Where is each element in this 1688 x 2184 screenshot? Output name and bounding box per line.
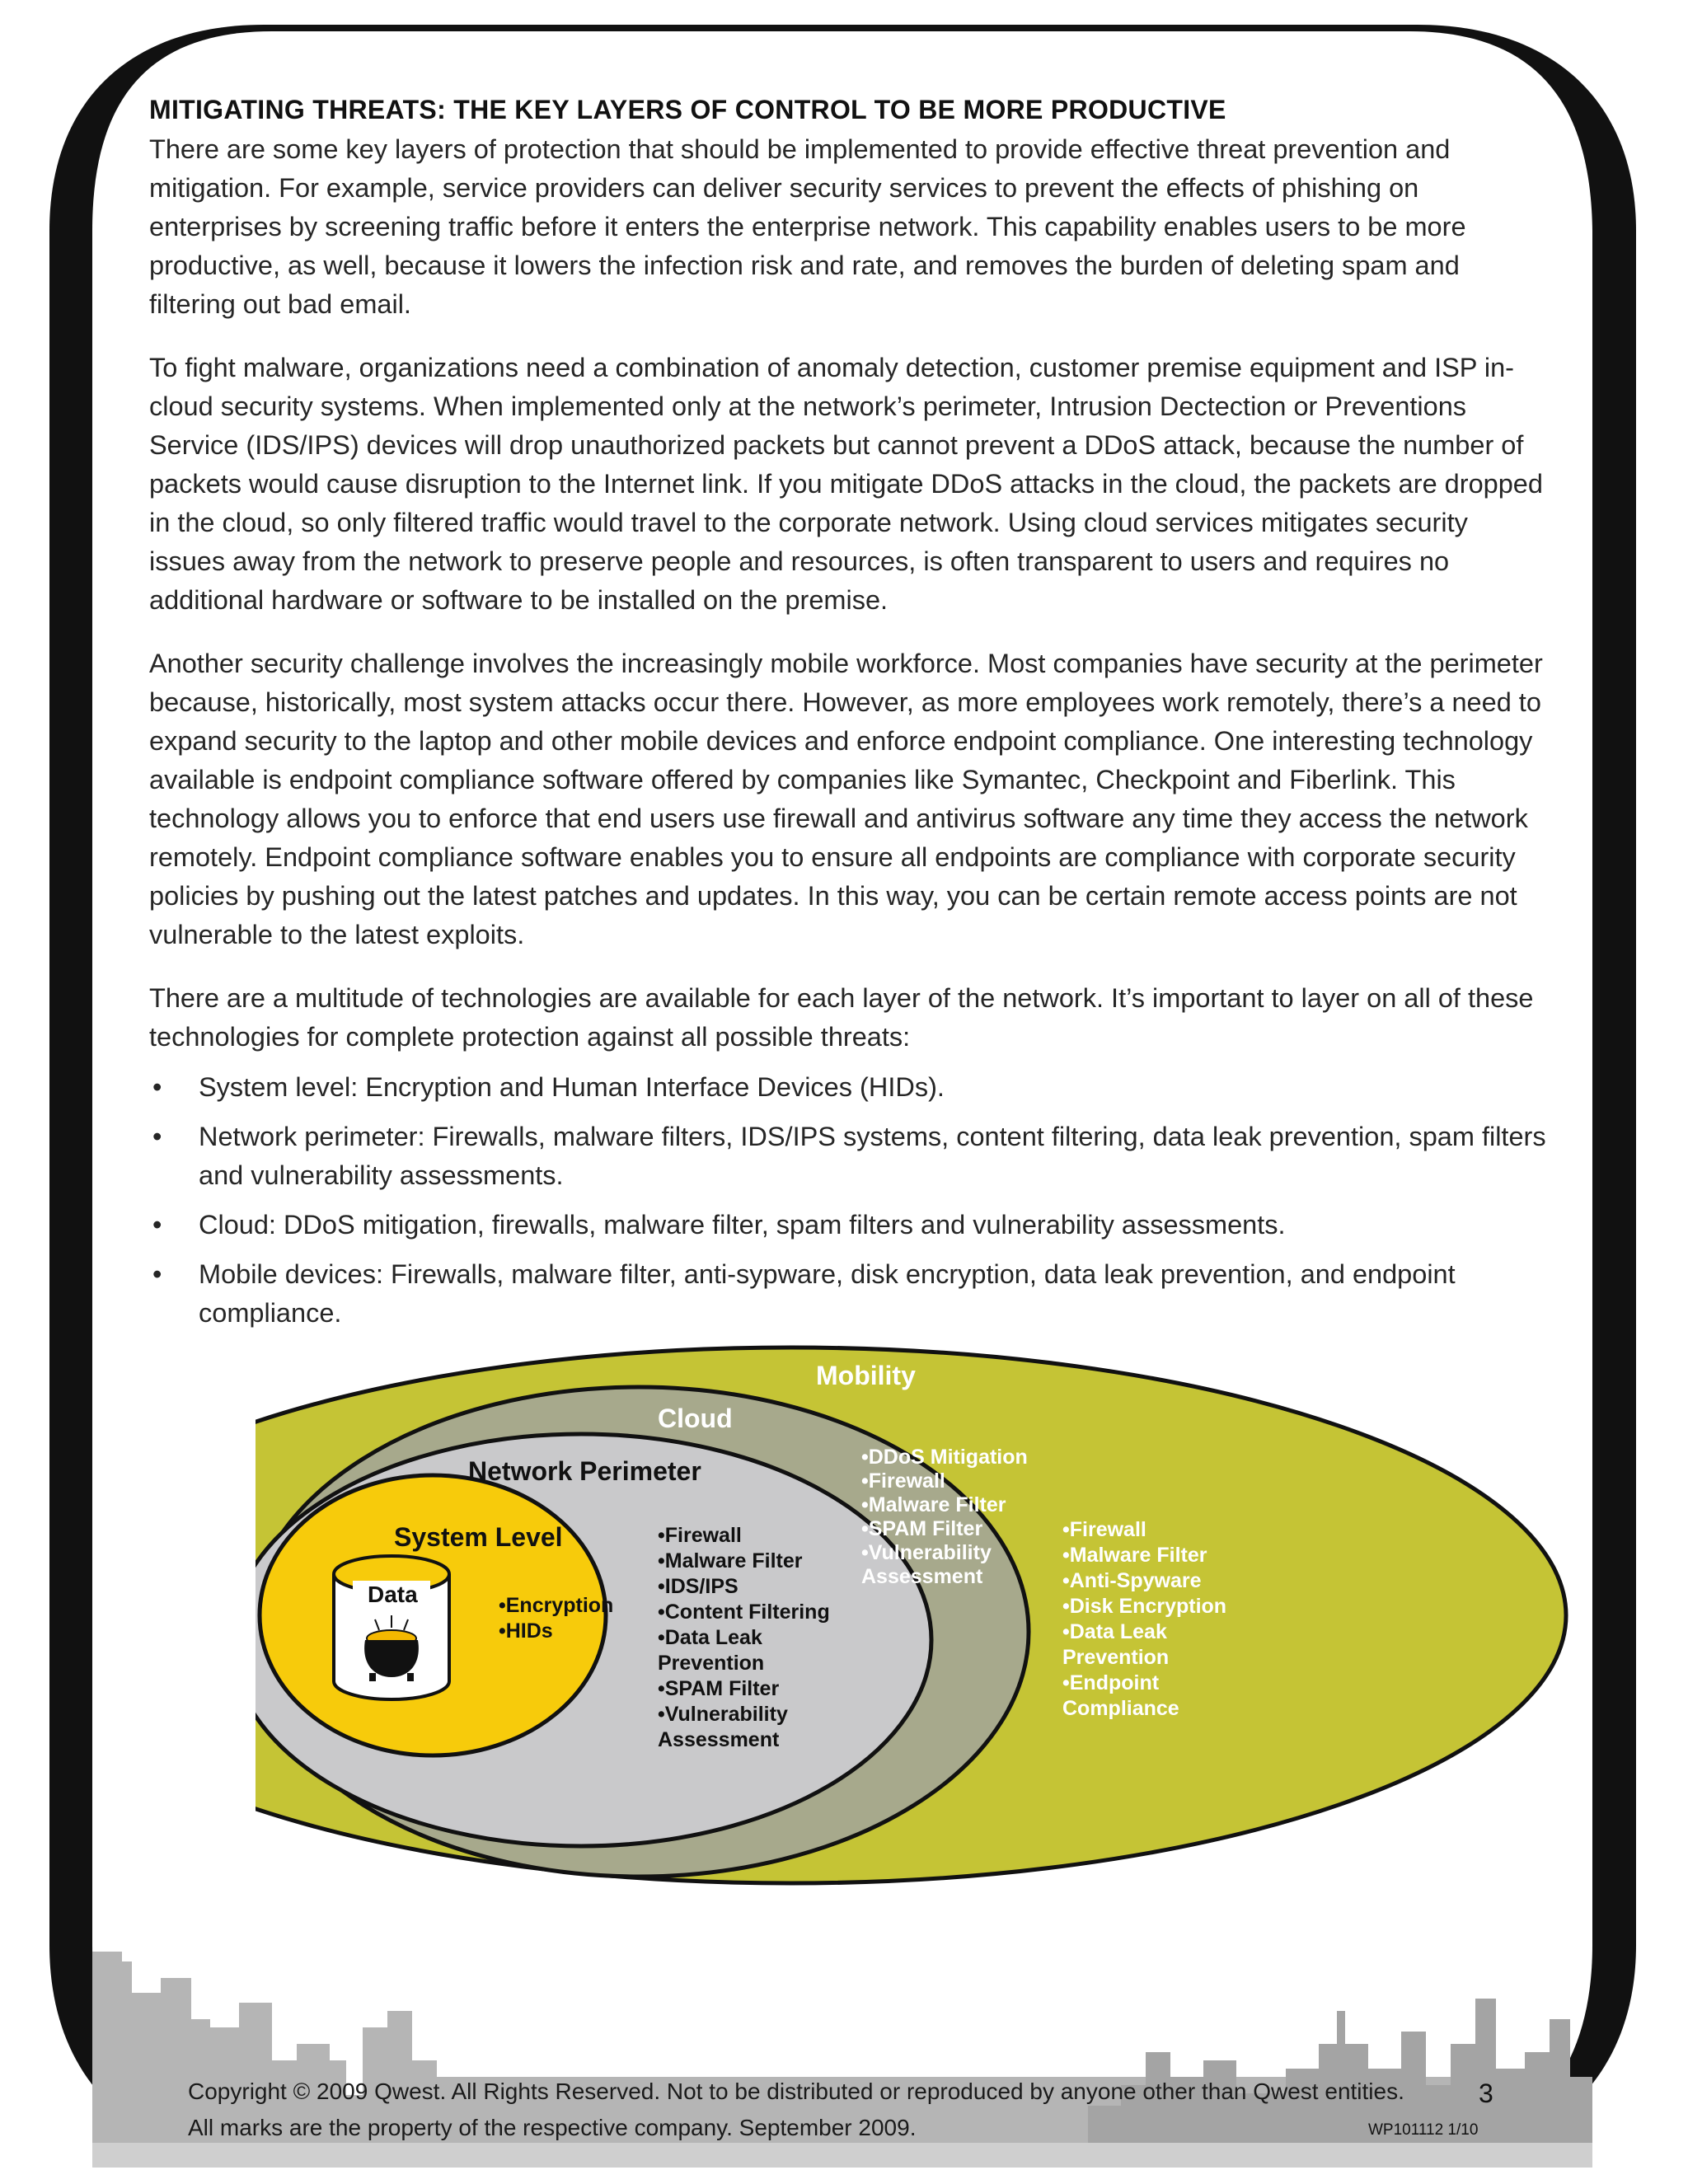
network-perimeter-item: •SPAM Filter	[658, 1677, 780, 1700]
paragraph-4: There are a multitude of technologies are available for each layer of the network. It’s important to layer on all of these technologies for complete protection against all possible threats:	[149, 983, 1534, 1052]
cloud-item: •Vulnerability	[861, 1541, 992, 1564]
main-content	[149, 89, 1550, 1343]
mobility-item: Prevention	[1062, 1646, 1170, 1669]
bullet-list	[149, 1068, 1550, 1333]
mobility-item: •Malware Filter	[1062, 1544, 1207, 1567]
network-perimeter-item: •IDS/IPS	[658, 1575, 738, 1598]
bullet-icon: •	[152, 1122, 162, 1151]
cloud-title: Cloud	[658, 1404, 733, 1433]
mobility-item: •Disk Encryption	[1062, 1595, 1227, 1618]
network-perimeter-item: •Vulnerability	[658, 1703, 788, 1726]
cloud-item: •SPAM Filter	[861, 1517, 983, 1540]
mobility-item: Compliance	[1062, 1697, 1179, 1720]
mobility-item: •Endpoint	[1062, 1671, 1160, 1694]
network-perimeter-item: •Malware Filter	[658, 1549, 803, 1572]
cloud-item: Assessment	[861, 1565, 983, 1588]
system-level-item: •Encryption	[499, 1594, 614, 1617]
mobility-item: •Anti-Spyware	[1062, 1569, 1202, 1592]
page-number: 3	[1479, 2079, 1493, 2108]
list-item: • Mobile devices: Firewalls, malware filter, anti-sypware, disk encryption, data leak prevention, and endpoint compliance.	[149, 1255, 1550, 1333]
network-perimeter-item: •Content Filtering	[658, 1601, 830, 1624]
mobility-item: •Data Leak	[1062, 1620, 1167, 1643]
cloud-item: •DDoS Mitigation	[861, 1446, 1028, 1469]
list-item: • Network perimeter: Firewalls, malware filters, IDS/IPS systems, content filtering, data leak prevention, spam filters and vulnerability assessments.	[149, 1118, 1550, 1195]
network-perimeter-title: Network Perimeter	[468, 1456, 701, 1486]
cloud-item: •Malware Filter	[861, 1493, 1006, 1516]
paragraph-2: To fight malware, organizations need a combination of anomaly detection, customer premise equipment and ISP in-cloud security systems. When implemented only at the network’s perimeter, Intrusion Dectection or Preventions Service (IDS/IPS) devices will drop unauthorized packets but cannot prevent a DDoS attack, because the number of packets would cause disruption to the Internet link. If you mitigate DDoS attacks in the cloud, the packets are dropped in the cloud, so only filtered traffic would travel to the corporate network. Using cloud services mitigates security issues away from the network to preserve people and resources, is often transparent to users and requires no additional hardware or software to be installed on the premise.	[149, 353, 1543, 615]
system-level-title: System Level	[394, 1522, 563, 1552]
copyright-line: Copyright © 2009 Qwest. All Rights Reserved. Not to be distributed or reproduced by anyone other than Qwest entities.	[188, 2079, 1404, 2104]
bullet-icon: •	[152, 1210, 162, 1240]
list-item: • System level: Encryption and Human Interface Devices (HIDs).	[149, 1068, 1550, 1107]
network-perimeter-item: Assessment	[658, 1728, 780, 1751]
bullet-icon: •	[152, 1259, 162, 1289]
mobility-title: Mobility	[816, 1361, 916, 1390]
mobility-item: •Firewall	[1062, 1518, 1146, 1541]
data-label: Data	[368, 1582, 418, 1607]
list-item: • Cloud: DDoS mitigation, firewalls, malware filter, spam filters and vulnerability assessments.	[149, 1206, 1550, 1244]
document-id: WP101112 1/10	[1368, 2121, 1479, 2139]
network-perimeter-item: •Firewall	[658, 1524, 742, 1547]
network-perimeter-item: •Data Leak	[658, 1626, 762, 1649]
paragraph-1: There are some key layers of protection that should be implemented to provide effective threat prevention and mitigation. For example, service providers can deliver security services to prevent the effects of phishing on enterprises by screening traffic before it enters the enterprise network. This capability enables users to be more productive, as well, because it lowers the infection risk and rate, and removes the burden of deleting spam and filtering out bad email.	[149, 134, 1466, 319]
system-level-item: •HIDs	[499, 1619, 553, 1643]
bullet-icon: •	[152, 1072, 162, 1102]
paragraph-3: Another security challenge involves the increasingly mobile workforce. Most companies have security at the perimeter because, historically, most system attacks occur there. However, as more employees work remotely, there’s a need to expand security to the laptop and other mobile devices and enforce endpoint compliance. One interesting technology available is endpoint compliance software offered by companies like Symantec, Checkpoint and Fiberlink. This technology allows you to enforce that end users use firewall and antivirus software any time they access the network remotely. Endpoint compliance software enables you to ensure all endpoints are compliance with corporate security policies by pushing out the latest patches and updates. In this way, you can be certain remote access points are not vulnerable to the latest exploits.	[149, 649, 1543, 949]
network-perimeter-item: Prevention	[658, 1652, 765, 1675]
section-heading: MITIGATING THREATS: THE KEY LAYERS OF CONTROL TO BE MORE PRODUCTIVE	[149, 95, 1226, 124]
cloud-item: •Firewall	[861, 1469, 945, 1493]
security-layers-diagram	[256, 1335, 1574, 1904]
trademark-line: All marks are the property of the respective company. September 2009.	[188, 2115, 917, 2140]
